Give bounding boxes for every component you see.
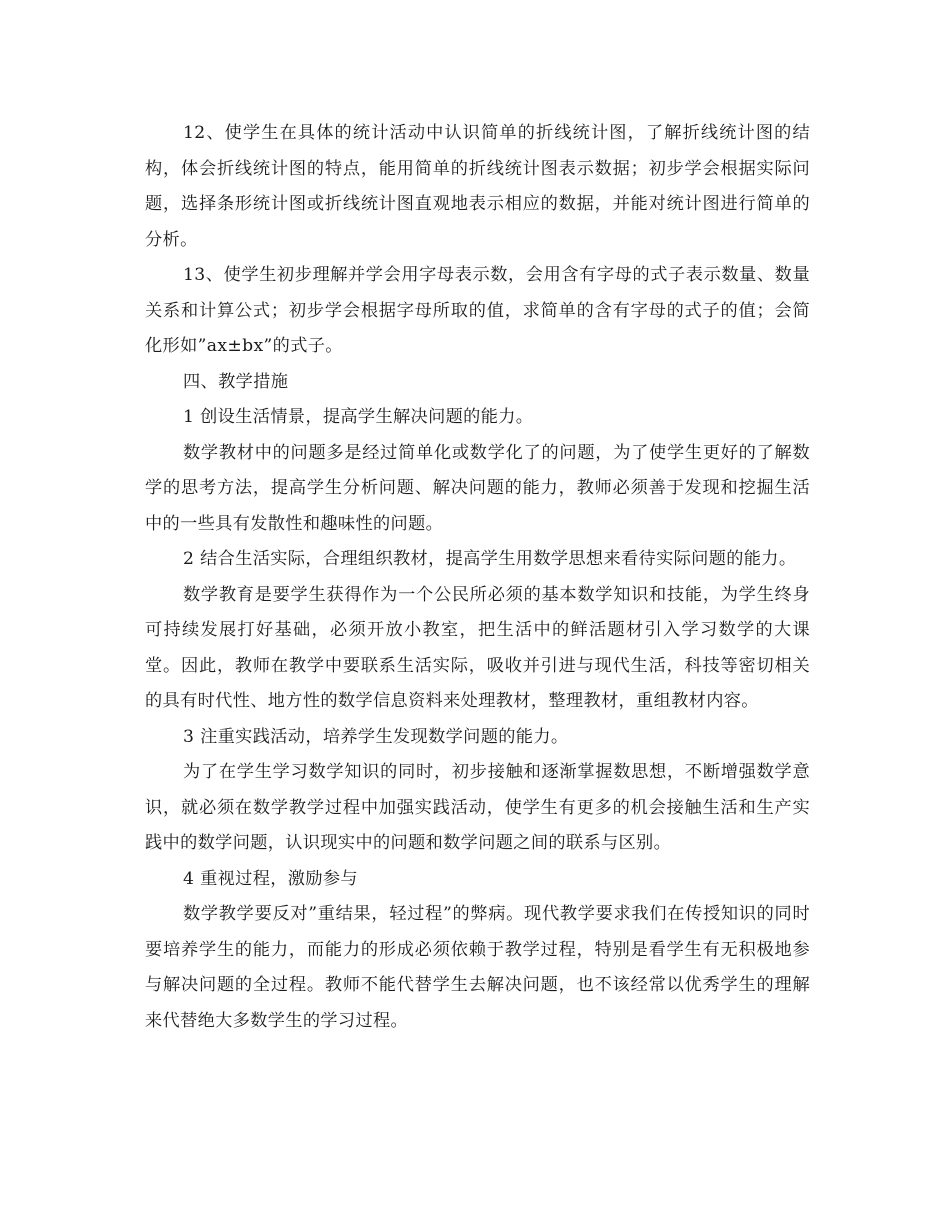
document-body [145,116,810,1039]
paragraph-goal-12: 12、使学生在具体的统计活动中认识简单的折线统计图，了解折线统计图的结构，体会折线统计图的特点，能用简单的折线统计图表示数据；初步学会根据实际问题，选择条形统计图或折线统计图直观地表示相应的数据，并能对统计图进行简单的分析。 [145,123,810,250]
measure-heading-4: 4 重视过程，激励参与 [183,868,358,889]
measure-body-4: 数学教学要反对”重结果，轻过程”的弊病。现代教学要求我们在传授知识的同时要培养学生的能力，而能力的形成必须依赖于教学过程，特别是看学生有无积极地参与解决问题的全过程。教师不能代替学生去解决问题，也不该经常以优秀学生的理解来代替绝大多数学生的学习过程。 [145,904,810,1031]
measure-heading-3: 3 注重实践活动，培养学生发现数学问题的能力。 [183,726,569,747]
section-heading-teaching-measures: 四、教学措施 [183,371,289,392]
measure-body-2: 数学教育是要学生获得作为一个公民所必须的基本数学知识和技能，为学生终身可持续发展打好基础，必须开放小教室，把生活中的鲜活题材引入学习数学的大课堂。因此，教师在教学中要联系生活实际，吸收并引进与现代生活，科技等密切相关的具有时代性、地方性的数学信息资料来处理教材，整理教材，重组教材内容。 [145,584,810,711]
measure-heading-1: 1 创设生活情景，提高学生解决问题的能力。 [183,407,534,427]
measure-heading-2: 2 结合生活实际，合理组织教材，提高学生用数学思想来看待实际问题的能力。 [183,549,797,569]
paragraph-goal-13: 13、使学生初步理解并学会用字母表示数，会用含有字母的式子表示数量、数量关系和计算公式；初步学会根据字母所取的值，求简单的含有字母的式子的值；会简化形如”ax±bx”的式子。 [145,265,810,356]
measure-body-3: 为了在学生学习数学知识的同时，初步接触和逐渐掌握数思想，不断增强数学意识，就必须在数学教学过程中加强实践活动，使学生有更多的机会接触生活和生产实践中的数学问题，认识现实中的问题和数学问题之间的联系与区别。 [145,762,810,853]
measure-body-1: 数学教材中的问题多是经过简单化或数学化了的问题，为了使学生更好的了解数学的思考方法，提高学生分析问题、解决问题的能力，教师必须善于发现和挖掘生活中的一些具有发散性和趣味性的问题。 [145,442,810,534]
